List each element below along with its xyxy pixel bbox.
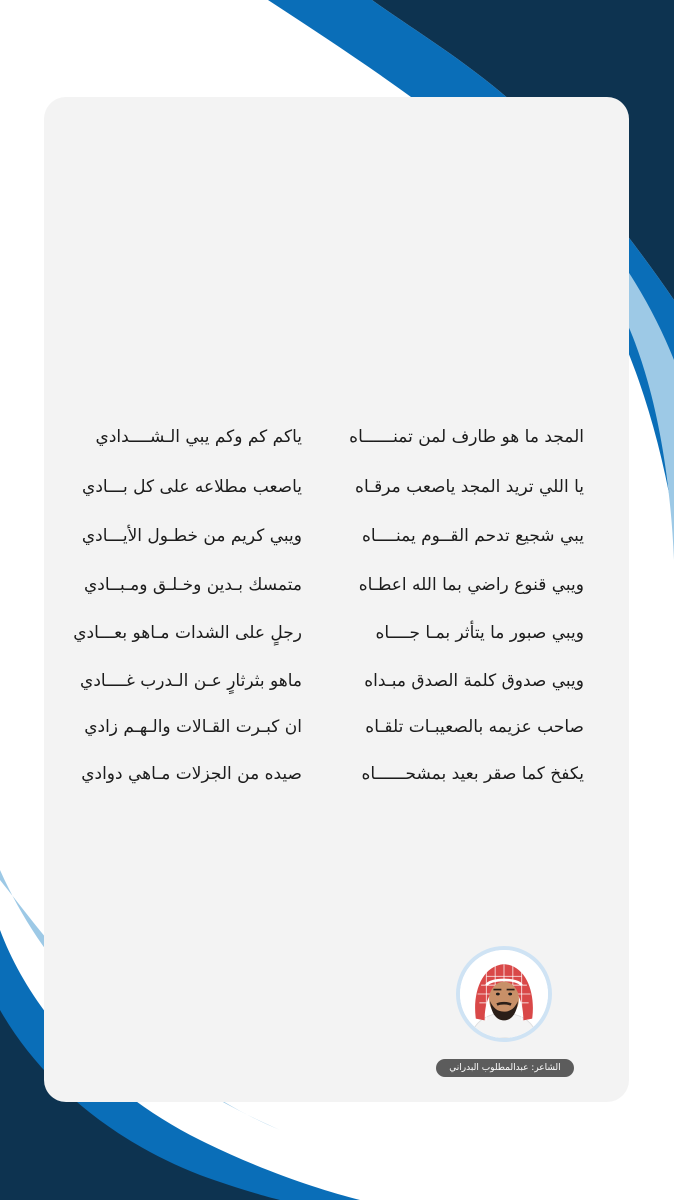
verse-line: ان كبـرت القـالات والـهـم زادي [84,717,302,737]
verse-line: صاحب عزيمه بالصعيبـات تلقـاه [365,717,584,737]
verse-line: متمسك بـدين وخـلـق ومـبــادي [83,575,302,595]
verse-line: ياصعب مطلاعه على كل بـــادي [82,477,302,497]
verse-line: رجلٍ على الشدات مـاهو بعـــادي [73,623,302,643]
poet-name-badge: الشاعر: عبدالمطلوب البدراني [436,1059,574,1077]
verse-line: ويبي صدوق كلمة الصدق مبـداه [364,671,584,691]
verse-line: ويبي صبور ما يتأثر بمـا جــــاه [375,623,584,643]
verse-line: يبي شجيع تدحم القــوم يمنــــاه [362,526,584,546]
poet-avatar [456,946,552,1042]
verse-line: ياكم كم وكم يبي الـشــــدادي [95,427,302,447]
verse-line: يكفخ كما صقر بعيد بمشحــــــاه [361,764,584,784]
poet-portrait-icon [460,950,548,1038]
verse-line: ماهو بثرثارٍ عـن الـدرب غــــادي [80,671,302,691]
poem-card [44,97,629,1102]
verse-line: ويبي كريم من خطـول الأيـــادي [81,526,302,546]
verse-line: يا اللي تريد المجد ياصعب مرقـاه [355,477,584,497]
verse-line: المجد ما هو طارف لمن تمنــــــاه [349,427,584,447]
verse-line: صيده من الجزلات مـاهي دوادي [81,764,302,784]
verse-line: ويبي قنوع راضي بما الله اعطـاه [358,575,584,595]
